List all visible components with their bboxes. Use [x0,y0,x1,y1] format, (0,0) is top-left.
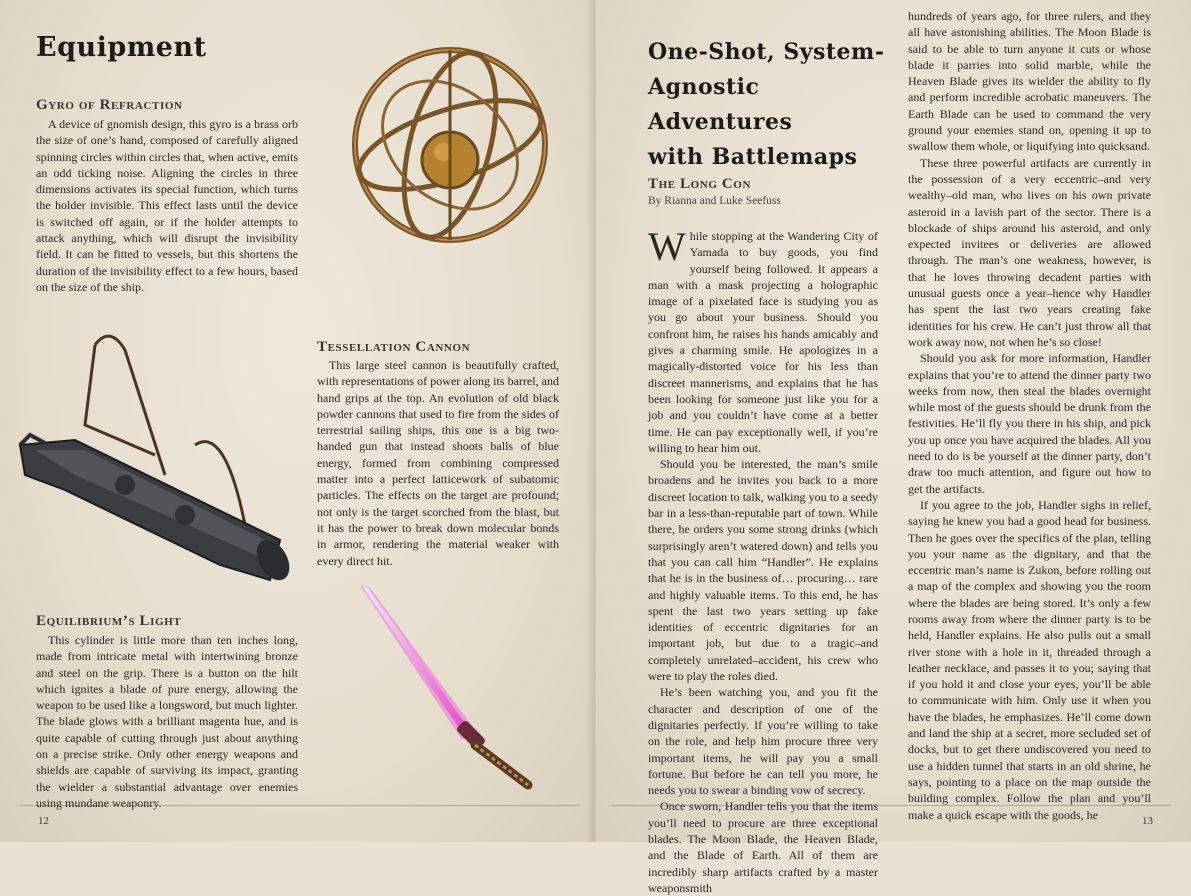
chapter-title [648,35,898,175]
column-1 [648,224,878,896]
paragraph: He’s been watching you, and you fit the character and description of one of the dignitaries perfectly. If you’re willing to take on the role, and help him procure three very important items, he will pay you a small fortune. But before he can tell you more, he needs you to swear a binding vow of secrecy. [648,685,878,798]
footer-ornament [20,805,580,832]
left-page [0,0,595,842]
paragraph: hundreds of years ago, for three rulers, and they all have astonishing abilities. The Moon Blade is said to be able to turn anyone it cuts or whose blade it parries into solid marble, while the Heaven Blade gives its wielder the ability to fly and perform incredible acrobatic maneuvers. The Earth Blade can be used to command the very ground your enemies stand on, opening it up to swallow them whole, or liquifying into quicksand. [908,9,1151,154]
paragraph [648,224,878,456]
section-heading-light: Equilibrium’s Light [36,613,182,629]
title-line: Agnostic Adventures [648,74,793,135]
paragraph-text: hile stopping at the Wandering City of Yamada to buy goods, you find yourself being followed. It appears a man with a mask projecting a holographic image of a pixelated face is studying you as you go about your business. Should you confront him, he raises his hands amicably and gives a charming smile. He apologizes in a magically-distorted voice for his less than discreet mannerisms, and explains that he has been looking for someone just like you for a job and you couldn’t have come at a better time. He can pay exceptionally well, if you’re willing to hear him out. [648,229,878,455]
page-number: 13 [1142,815,1153,827]
page-number: 12 [38,815,49,827]
title-line: with Battlemaps [648,144,858,170]
section-text-gyro [36,116,298,295]
paragraph: Should you ask for more information, Handler explains that you’re to attend the dinner party two weeks from now, then steal the blades overnight while most of the guests should be drunk from the festivities. He’ll fly you there in his ship, and pick you up once you have acquired the blades. All you need to do is be yourself at the dinner party, don’t draw too much attention, and figure out how to get the artifacts. [908,351,1151,496]
paragraph: This cylinder is little more than ten inches long, made from intricate metal with intertwining bronze and steel on the grip. There is a button on the hilt which ignites a blade of pure energy, allowing the weapon to be used like a longsword, but much lighter. The blade glows with a brilliant magenta hue, and is quite capable of cutting through just about anything on a precise strike. Only other energy weapons and shields are capable of surviving its impact, granting the wielder a substantial advantage over enemies using mundane weaponry. [36,633,298,810]
paragraph: This large steel cannon is beautifully crafted, with representations of power along its barrel, and hand grips at the top. An evolution of old black powder cannons that used to fire from the sides of terrestrial sailing ships, this one is a big two-handed gun that instead shoots balls of blue energy, formed from combining compressed matter into a perfect latticework of subatomic particles. The effects on the target are profound; not only is the target scorched from the blast, but it has the power to break down molecular bonds in armor, rendering the material weaker with every direct hit. [317,358,559,568]
paragraph: A device of gnomish design, this gyro is a brass orb the size of one’s hand, composed of carefully aligned spinning circles within circles that, when active, emits an odd ticking noise. Aligning the circles in three dimensions activates its special function, which turns the holder invisible. This effect lasts until the device is switched off again, or if the holder attempts to attack anything, which will disrupt the invisibility field. It can be fitted to vessels, but this shortens the duration of the invisibility effect to a few hours, based on the size of the ship. [36,117,298,294]
drop-cap: W [648,224,686,269]
byline: By Rianna and Luke Seefuss [648,195,781,207]
section-heading-cannon: Tessellation Cannon [317,339,471,355]
page-title: Equipment [36,32,207,63]
column-2 [908,8,1151,823]
footer-ornament [611,805,1171,832]
energy-sword-illustration [350,580,540,795]
section-text-light [36,632,298,811]
adventure-heading: The Long Con [648,176,751,192]
section-text-cannon [317,357,559,569]
gyro-illustration [345,40,555,250]
paragraph: Should you be interested, the man’s smile broadens and he invites you back to a more discreet location to talk, walking you to a seedy bar in a less-than-reputable part of town. While there, he orders you some strong drinks (which surprisingly aren’t watered down) and tells you that you can call him “Handler”. He explains that he is in the business of… procuring… rare and highly valuable items. To this end, he has spent the last two years setting up fake identities of eccentric dignitaries for an important job, but due to a tragic–and completely unrelated–accident, his crew who were to play the roles died. [648,457,878,684]
title-line: One-Shot, System- [648,39,885,65]
paragraph: If you agree to the job, Handler sighs in relief, saying he knew you had a good head for business. Then he goes over the specifics of the plan, telling you your name as the dignitary, and that the eccentric man’s name is Zukon, before rolling out a map of the complex and showing you the room where the blades are being stored. It’s only a few rooms away from where the dinner party is to be held, Handler explains. He also pulls out a small river stone with a hole in it, threaded through a leather necklace, and passes it to you; saying that if you hold it and close your eyes, you’ll be able to communicate with him. Only use it when you have the blades, he emphasizes. He’ll come down and land the ship at a secret, more secluded set of docks, but to get there undiscovered you need to use a hidden tunnel that starts in an old shrine, he says, pointing to a place on the map outside the building complex. Follow the plan and you’ll make a quick escape with the goods, he [908,497,1151,822]
section-heading-gyro: Gyro of Refraction [36,97,183,113]
paragraph: These three powerful artifacts are currently in the possession of a very eccentric–and very wealthy–old man, who lives on his own private asteroid in a lavish part of the sector. There is a blockade of ships around his asteroid, and only expected invitees or deliveries are allowed through. The man’s one weakness, however, is that he loves throwing decadent parties with unusual guests once a year–hence why Handler has spent the last two years creating fake identities for his crew. He can’t just throw all that work away now, not when he’s so close! [908,155,1151,349]
cannon-illustration [15,325,300,595]
right-page [596,0,1191,895]
paragraph: Once sworn, Handler tells you that the items you’ll need to procure are three exceptional blades. The Moon Blade, the Heaven Blade, and the Blade of Earth. All of them are incredibly sharp artifacts crafted by a master weaponsmith [648,799,878,895]
